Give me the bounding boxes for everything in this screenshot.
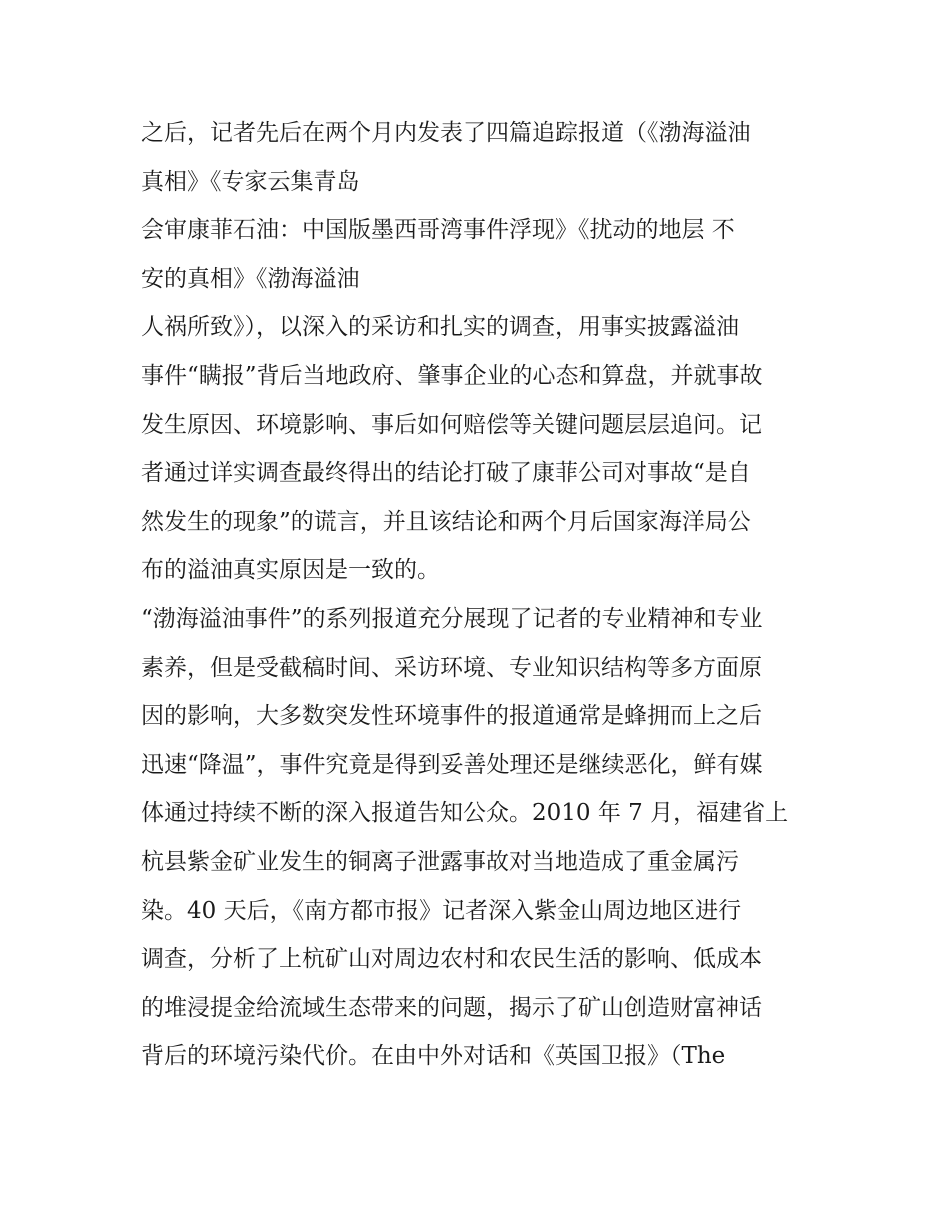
text-line: 体通过持续不断的深入报道告知公众。2010 年 7 月，福建省上	[141, 800, 789, 827]
text-line: 的堆浸提金给流域生态带来的问题，揭示了矿山创造财富神话	[141, 994, 762, 1021]
text-line: 之后，记者先后在两个月内发表了四篇追踪报道（《渤海溢油	[141, 120, 751, 146]
text-line: 背后的环境污染代价。在由中外对话和《英国卫报》（The	[141, 1043, 726, 1070]
text-line: 发生原因、环境影响、事后如何赔偿等关键问题层层追问。记	[141, 411, 762, 438]
text-line: 因的影响，大多数突发性环境事件的报道通常是蜂拥而上之后	[141, 703, 762, 730]
text-line: 染。40 天后，《南方都市报》记者深入紫金山周边地区进行	[141, 897, 742, 924]
text-line: 素养，但是受截稿时间、采访环境、专业知识结构等多方面原	[141, 654, 762, 681]
text-line: 者通过详实调查最终得出的结论打破了康菲公司对事故“是自	[141, 460, 751, 487]
text-line: “渤海溢油事件”的系列报道充分展现了记者的专业精神和专业	[141, 605, 763, 632]
text-line: 安的真相》《渤海溢油	[141, 265, 360, 292]
text-line: 迅速“降温”，事件究竟是得到妥善处理还是继续恶化，鲜有媒	[141, 751, 763, 778]
body-text	[141, 109, 831, 1081]
text-line: 布的溢油真实原因是一致的。	[141, 557, 440, 584]
text-line: 人祸所致》），以深入的采访和扎实的调查，用事实披露溢油	[141, 314, 739, 341]
text-line: 杭县紫金矿业发生的铜离子泄露事故对当地造成了重金属污	[141, 848, 739, 875]
text-line: 调查，分析了上杭矿山对周边农村和农民生活的影响、低成本	[141, 946, 762, 973]
text-line: 会审康菲石油：中国版墨西哥湾事件浮现》《扰动的地层 不	[141, 217, 735, 244]
text-line: 事件“瞒报”背后当地政府、肇事企业的心态和算盘，并就事故	[141, 362, 763, 389]
text-line: 真相》《专家云集青岛	[141, 168, 360, 195]
text-line: 然发生的现象”的谎言，并且该结论和两个月后国家海洋局公	[141, 508, 751, 535]
